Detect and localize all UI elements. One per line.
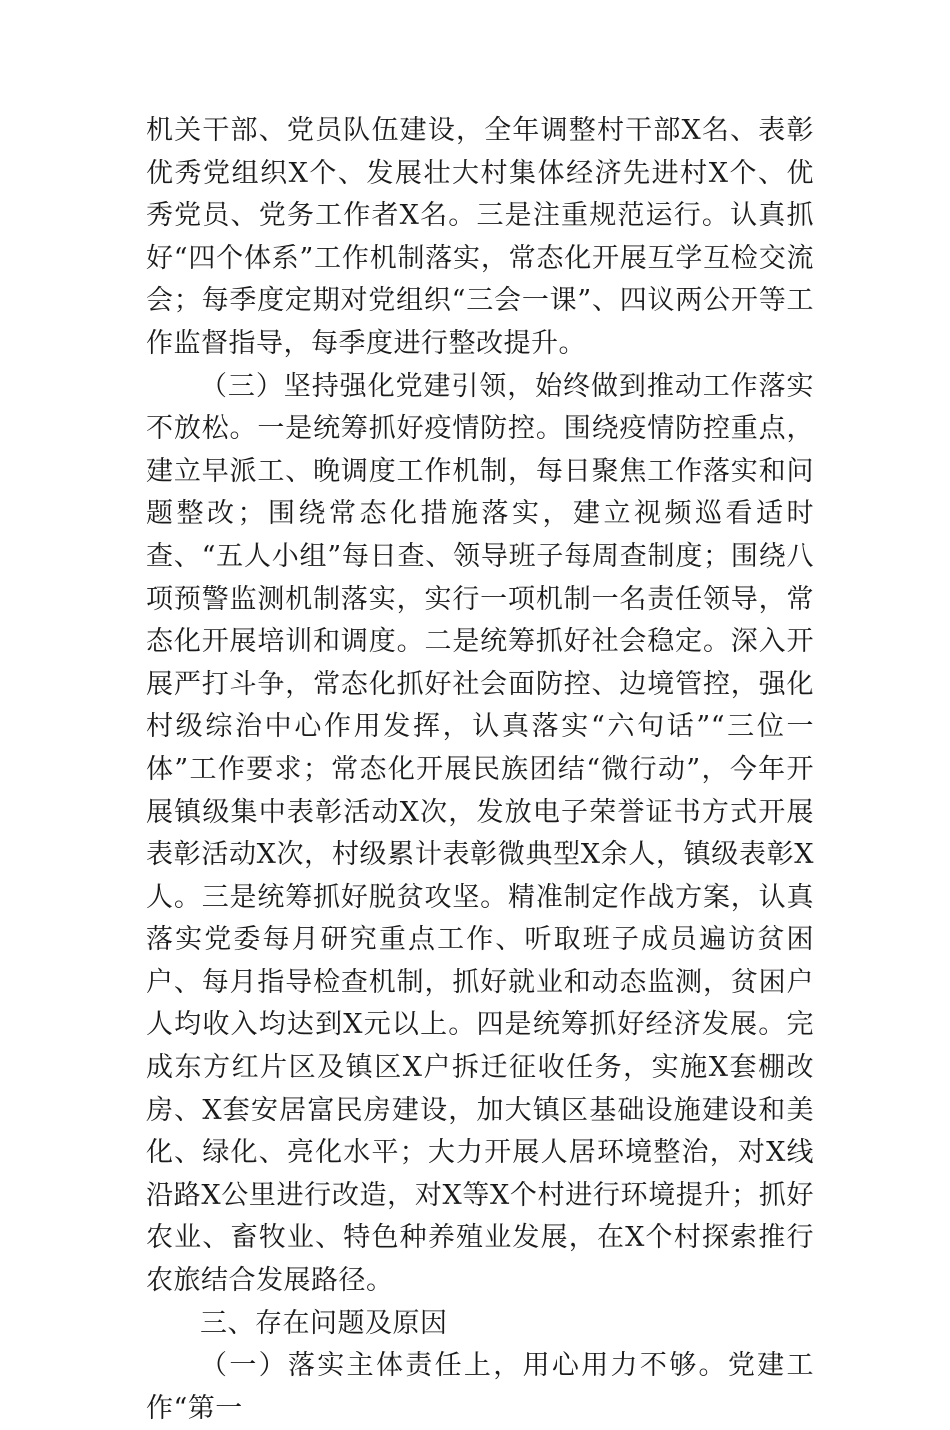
- document-body: [146, 110, 814, 1430]
- paragraph-problem-one: （一）落实主体责任上，用心用力不够。党建工作“第一: [146, 1350, 814, 1424]
- section-heading-problems: 三、存在问题及原因: [200, 1307, 448, 1339]
- paragraph-section-three-work: （三）坚持强化党建引领，始终做到推动工作落实不放松。一是统筹抓好疫情防控。围绕疫情防控重点，建立早派工、晚调度工作机制，每日聚焦工作落实和问题整改；围绕常态化措施落实，建立视频巡看适时查、“五人小组”每日查、领导班子每周查制度；围绕八项预警监测机制落实，实行一项机制一名责任领导，常态化开展培训和调度。二是统筹抓好社会稳定。深入开展严打斗争，常态化抓好社会面防控、边境管控，强化村级综治中心作用发挥，认真落实“六句话”“三位一体”工作要求；常态化开展民族团结“微行动”，今年开展镇级集中表彰活动X次，发放电子荣誉证书方式开展表彰活动X次，村级累计表彰微典型X余人，镇级表彰X人。三是统筹抓好脱贫攻坚。精准制定作战方案，认真落实党委每月研究重点工作、听取班子成员遍访贫困户、每月指导检查机制，抓好就业和动态监测，贫困户人均收入均达到X元以上。四是统筹抓好经济发展。完成东方红片区及镇区X户拆迁征收任务，实施X套棚改房、X套安居富民房建设，加大镇区基础设施建设和美化、绿化、亮化水平；大力开展人居环境整治，对X线沿路X公里进行改造，对X等X个村进行环境提升；抓好农业、畜牧业、特色种养殖业发展，在X个村探索推行农旅结合发展路径。: [146, 370, 814, 1297]
- paragraph-continuation: 机关干部、党员队伍建设，全年调整村干部X名、表彰优秀党组织X个、发展壮大村集体经济先进村X个、优秀党员、党务工作者X名。三是注重规范运行。认真抓好“四个体系”工作机制落实，常态化开展互学互检交流会；每季度定期对党组织“三会一课”、四议两公开等工作监督指导，每季度进行整改提升。: [146, 115, 814, 359]
